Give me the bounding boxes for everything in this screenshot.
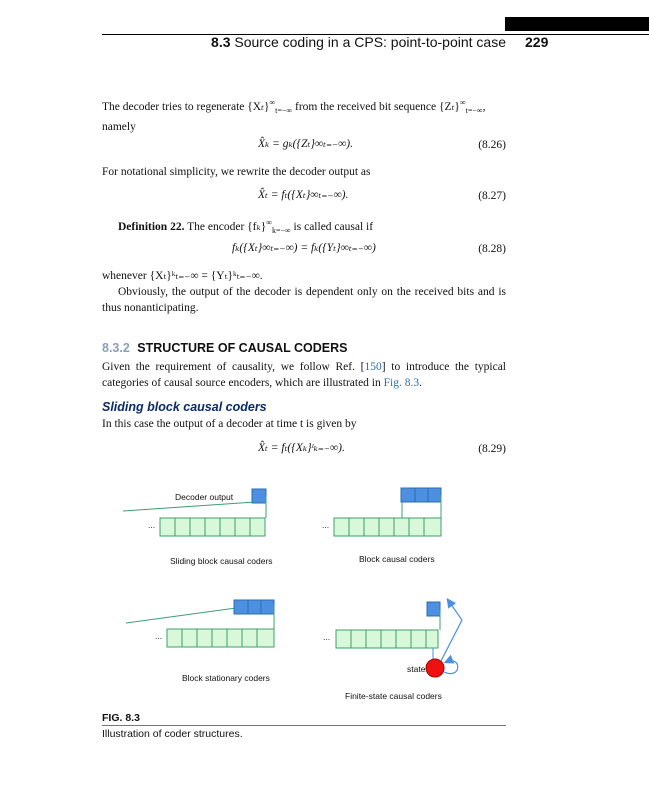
- equation-number-8-29: (8.29): [478, 443, 506, 455]
- label-finite-state: Finite-state causal coders: [345, 691, 442, 701]
- para4-text-b: ] to introduce the typical categories of causal source encoders, which are illustrated in: [102, 361, 506, 389]
- equation-8-26: X̂ₖ = gₖ({Zₜ}∞ₜ₌₋∞).: [258, 138, 354, 150]
- output-block-fsm: [427, 602, 440, 616]
- para1-text-c: namely: [102, 121, 136, 134]
- window-line-stationary: [126, 608, 236, 623]
- cell-row-stationary: [167, 629, 274, 647]
- window-line-sliding: [123, 502, 255, 511]
- label-decoder-output: Decoder output: [175, 492, 234, 502]
- feedback-arrow: [441, 600, 462, 661]
- section-title: Source coding in a CPS: point-to-point case: [234, 34, 506, 50]
- panel-finite-state: [336, 600, 462, 677]
- panel-block-stationary: [126, 600, 274, 647]
- figure-caption-rule: [102, 725, 506, 726]
- cell-row-block: [334, 518, 441, 536]
- label-block-causal: Block causal coders: [359, 554, 435, 564]
- paragraph-1: The decoder tries to regenerate $\{X_t\}^\infty_{t=-\infty}$ from the received bit sequence $\{Z_t\}^\infty_{t=-\infty}$, namely: [102, 98, 486, 134]
- panel-block-causal: [334, 488, 441, 536]
- para4-text-c: .: [419, 377, 422, 389]
- section-heading-number: 8.3.2: [102, 341, 130, 355]
- state-node: [426, 659, 444, 677]
- paragraph-5: In this case the output of a decoder at time t is given by: [102, 418, 357, 430]
- ellipsis-3: ...: [155, 631, 163, 641]
- section-heading-title: STRUCTURE OF CAUSAL CODERS: [137, 341, 348, 355]
- para1-text-a: The decoder tries to regenerate {X: [102, 100, 262, 113]
- ellipsis-1: ...: [148, 520, 156, 530]
- cell-row-fsm: [336, 630, 438, 648]
- ellipsis-4: ...: [323, 632, 331, 642]
- cell-row-sliding: [160, 518, 265, 536]
- equation-8-27: X̂ₜ = fₜ({Xₜ}∞ₜ₌₋∞).: [258, 189, 349, 201]
- figure-caption-text: Illustration of coder structures.: [102, 728, 243, 740]
- output-block-block: [401, 488, 441, 502]
- self-loop-arrow: [444, 661, 458, 674]
- whenever-clause: whenever {Xₜ}ᵏₜ₌₋∞ = {Yₜ}ᵏₜ₌₋∞.: [102, 270, 263, 282]
- definition-text-a: The encoder {f: [187, 220, 257, 233]
- definition-text-b: is called causal if: [293, 220, 374, 233]
- output-block-sliding: [252, 489, 266, 503]
- para1-text-b: from the received bit sequence {Z: [295, 100, 452, 113]
- figure-link[interactable]: Fig. 8.3: [383, 377, 420, 389]
- equation-8-29: X̂ₜ = fₜ({Xₖ}ᵗₖ₌₋∞).: [258, 442, 345, 454]
- page-number: 229: [525, 34, 549, 50]
- equation-8-28: fₖ({Xₜ}∞ₜ₌₋∞) = fₖ({Yₜ}∞ₜ₌₋∞): [232, 242, 376, 254]
- paragraph-3: Obviously, the output of the decoder is dependent only on the received bits and is thus nonanticipating.: [102, 286, 506, 314]
- reference-link[interactable]: 150: [364, 361, 382, 373]
- label-sliding-block: Sliding block causal coders: [170, 556, 273, 566]
- subsection-heading: Sliding block causal coders: [102, 400, 267, 414]
- equation-number-8-28: (8.28): [478, 243, 506, 255]
- figure-caption-title: FIG. 8.3: [102, 712, 140, 724]
- equation-number-8-26: (8.26): [478, 139, 506, 151]
- definition-label: Definition 22.: [118, 220, 185, 233]
- equation-number-8-27: (8.27): [478, 190, 506, 202]
- para4-text-a: Given the requirement of causality, we follow Ref. [: [102, 361, 365, 373]
- section-number: 8.3: [211, 34, 231, 50]
- definition-22: Definition 22. The encoder $\{f_k\}^\infty_{k=-\infty}$ is called causal if: [118, 218, 374, 236]
- paragraph-2: For notational simplicity, we rewrite the decoder output as: [102, 166, 371, 178]
- label-state: state: [407, 664, 426, 674]
- output-block-stationary: [234, 600, 274, 614]
- ellipsis-2: ...: [322, 520, 330, 530]
- label-block-stationary: Block stationary coders: [182, 673, 270, 683]
